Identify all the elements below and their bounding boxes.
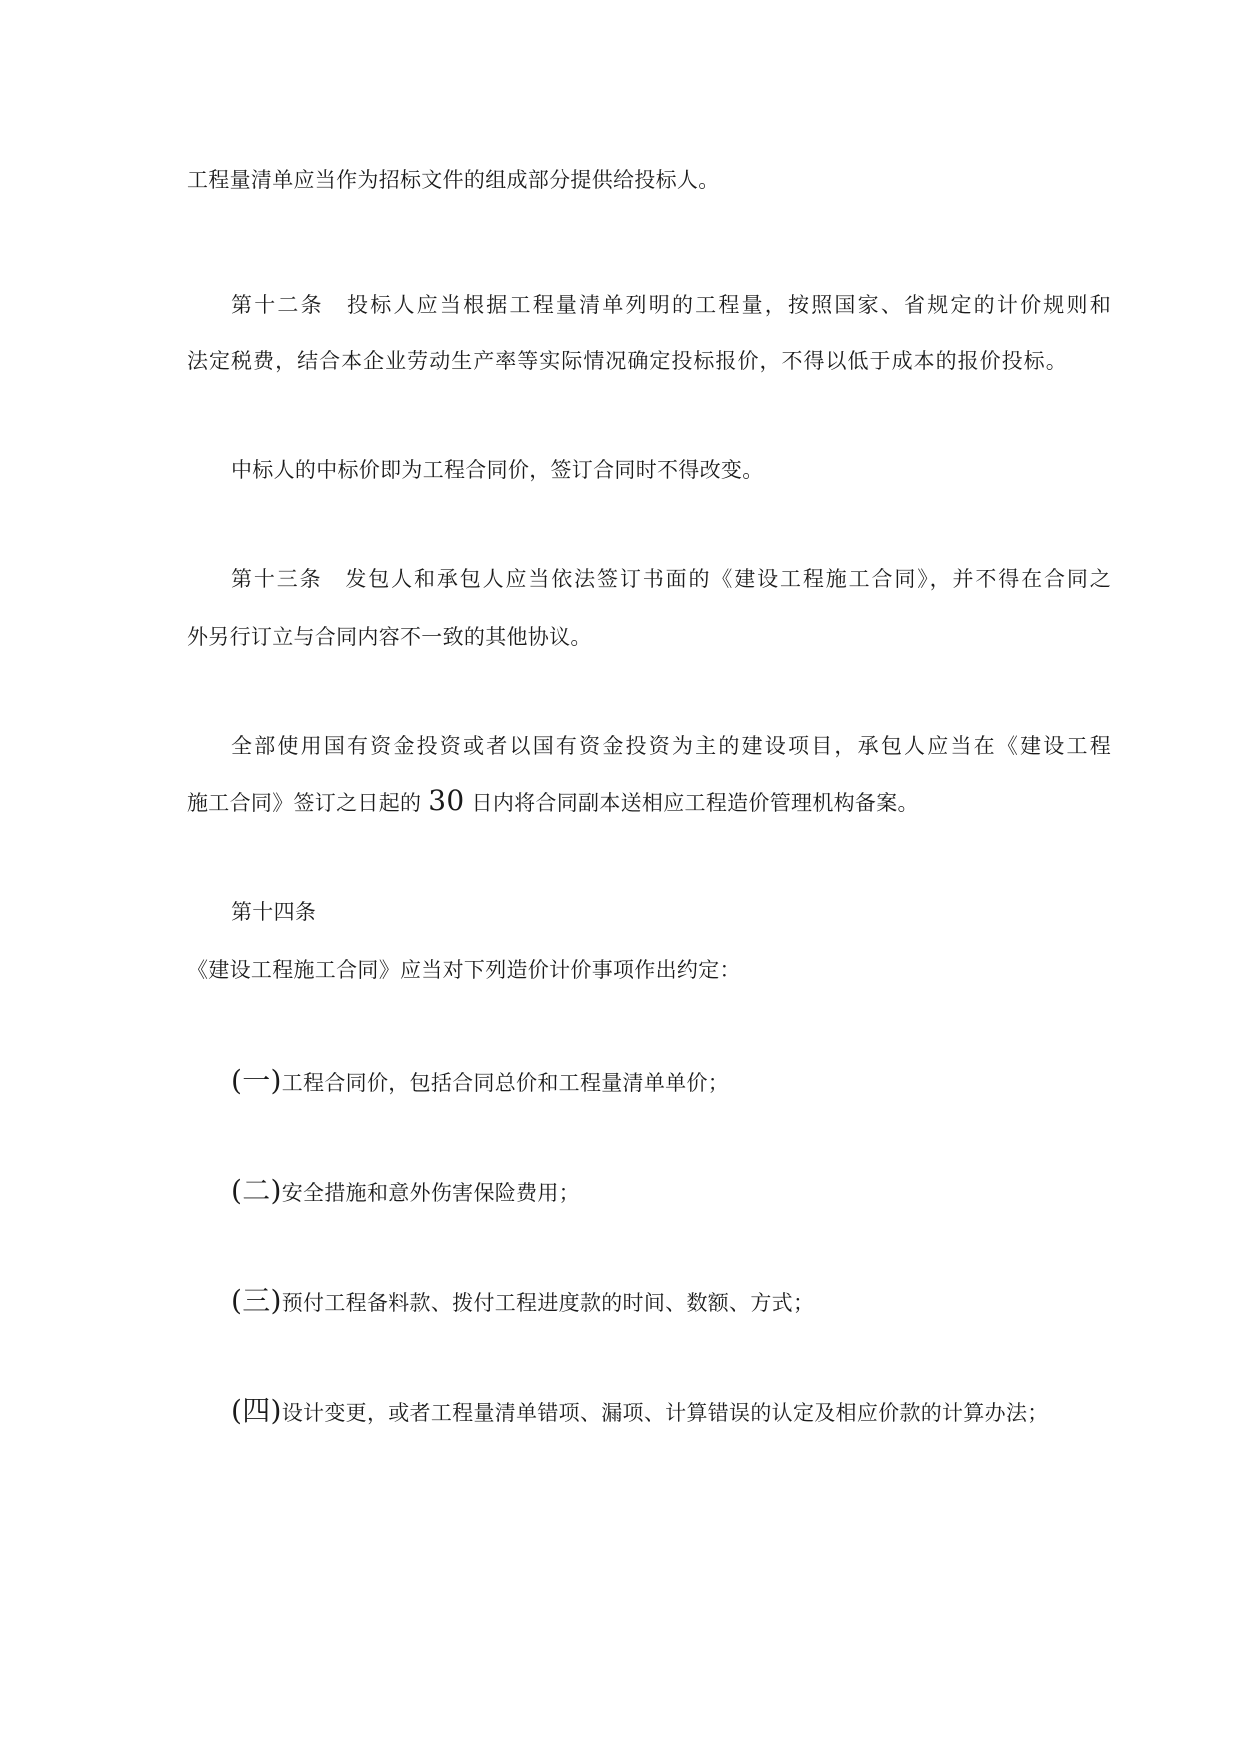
list-item-text: 安全措施和意外伤害保险费用； (281, 1181, 580, 1205)
list-marker: (三) (231, 1284, 282, 1317)
article-12-line-2: 法定税费，结合本企业劳动生产率等实际情况确定投标报价，不得以低于成本的报价投标。 (187, 349, 1067, 373)
paragraph-line: 全部使用国有资金投资或者以国有资金投资为主的建设项目，承包人应当在《建设工程 (231, 734, 1111, 758)
article-13-line-1: 第十三条 发包人和承包人应当依法签订书面的《建设工程施工合同》，并不得在合同之 (231, 567, 1111, 591)
list-item-text: 预付工程备料款、拨付工程进度款的时间、数额、方式； (281, 1291, 815, 1315)
list-marker: (四) (231, 1394, 282, 1427)
article-14-heading: 第十四条 (231, 900, 317, 924)
list-item-4 (231, 1396, 1049, 1428)
list-item-2 (231, 1176, 580, 1208)
text-segment: 日内将合同副本送相应工程造价管理机构备案。 (471, 791, 919, 815)
list-item-3 (231, 1286, 814, 1318)
text-segment: 施工合同》签订之日起的 (187, 791, 422, 815)
list-item-1 (231, 1066, 729, 1098)
article-14-intro: 《建设工程施工合同》应当对下列造价计价事项作出约定： (187, 958, 741, 982)
list-marker: (二) (231, 1174, 282, 1207)
paragraph-line: 工程量清单应当作为招标文件的组成部分提供给投标人。 (187, 168, 720, 192)
paragraph-line-with-number (187, 786, 919, 818)
list-item-text: 设计变更，或者工程量清单错项、漏项、计算错误的认定及相应价款的计算办法； (281, 1401, 1049, 1425)
list-item-text: 工程合同价，包括合同总价和工程量清单单价； (281, 1071, 730, 1095)
paragraph-line: 中标人的中标价即为工程合同价，签订合同时不得改变。 (231, 458, 764, 482)
number-30: 30 (428, 784, 465, 817)
article-13-line-2: 外另行订立与合同内容不一致的其他协议。 (187, 625, 592, 649)
list-marker: (一) (231, 1064, 282, 1097)
article-12-line-1: 第十二条 投标人应当根据工程量清单列明的工程量，按照国家、省规定的计价规则和 (231, 293, 1111, 317)
